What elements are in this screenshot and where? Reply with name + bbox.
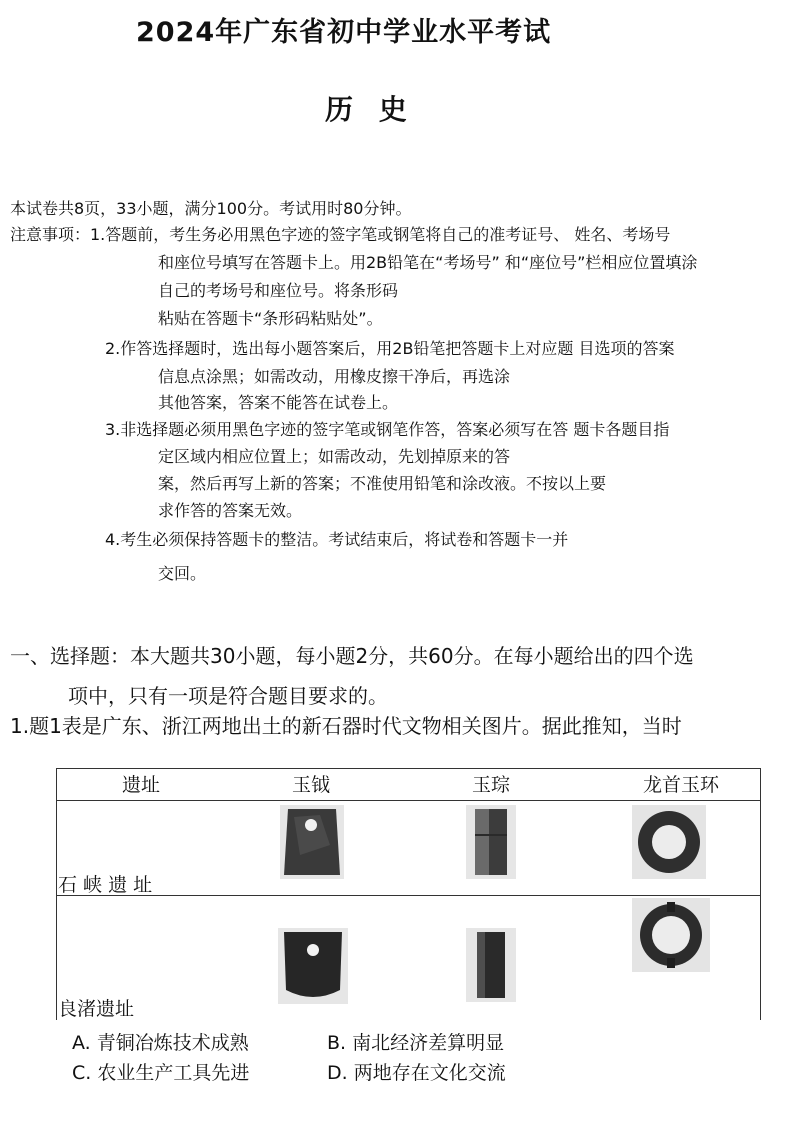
instruction-line: 粘贴在答题卡“条形码粘贴处”。 bbox=[158, 309, 383, 328]
table-divider bbox=[56, 800, 760, 801]
table-border bbox=[760, 768, 761, 1020]
dragon-jade-ring-image bbox=[632, 805, 706, 879]
table-border bbox=[56, 768, 57, 1020]
instruction-line: 案，然后再写上新的答案；不准使用铅笔和涂改液。不按以上要 bbox=[158, 474, 607, 493]
site-liangzhu: 良渚遗址 bbox=[58, 998, 135, 1020]
option-c: C. 农业生产工具先进 bbox=[72, 1062, 250, 1084]
exam-title: 2024年广东省初中学业水平考试 bbox=[136, 17, 552, 48]
instruction-line: 3.非选择题必须用黑色字迹的签字笔或钢笔作答，答案必须写在答 题卡各题目指 bbox=[105, 420, 670, 439]
artifact-table bbox=[56, 768, 760, 1020]
header-site: 遗址 bbox=[121, 774, 160, 796]
section-heading: 一、选择题：本大题共30小题，每小题2分，共60分。在每小题给出的四个选 bbox=[10, 644, 694, 668]
header-cong: 玉琮 bbox=[471, 774, 510, 796]
instruction-line: 4.考生必须保持答题卡的整洁。考试结束后，将试卷和答题卡一并 bbox=[105, 530, 569, 549]
instruction-line: 其他答案，答案不能答在试卷上。 bbox=[158, 393, 399, 412]
jade-cong-image bbox=[466, 928, 516, 1002]
instruction-line: 2.作答选择题时，选出每小题答案后，用2B铅笔把答题卡上对应题 目选项的答案 bbox=[105, 339, 675, 358]
instruction-line: 求作答的答案无效。 bbox=[158, 501, 303, 520]
question-stem: 1.题1表是广东、浙江两地出土的新石器时代文物相关图片。据此推知，当时 bbox=[10, 714, 682, 738]
option-d: D. 两地存在文化交流 bbox=[327, 1062, 506, 1084]
subject-title: 历 史 bbox=[325, 93, 415, 126]
jade-axe-image bbox=[280, 805, 344, 879]
instruction-line: 信息点涂黑；如需改动，用橡皮擦干净后，再选涂 bbox=[158, 367, 511, 386]
option-b: B. 南北经济差算明显 bbox=[327, 1032, 505, 1054]
jade-axe-image bbox=[278, 928, 348, 1004]
header-ring: 龙首玉环 bbox=[642, 774, 719, 796]
instruction-line: 自己的考场号和座位号。将条形码 bbox=[158, 281, 399, 300]
instruction-line: 注意事项：1.答题前，考生务必用黑色字迹的签字笔或钢笔将自己的准考证号、 姓名、考场号 bbox=[10, 225, 671, 244]
jade-cong-image bbox=[466, 805, 516, 879]
option-a: A. 青铜冶炼技术成熟 bbox=[72, 1032, 249, 1054]
dragon-jade-ring-image bbox=[632, 898, 710, 972]
section-heading-cont: 项中，只有一项是符合题目要求的。 bbox=[68, 684, 388, 708]
instruction-line: 和座位号填写在答题卡上。用2B铅笔在“考场号” 和“座位号”栏相应位置填涂 bbox=[158, 253, 698, 272]
exam-intro: 本试卷共8页，33小题，满分100分。考试用时80分钟。 bbox=[10, 199, 412, 218]
instruction-line: 定区域内相应位置上；如需改动，先划掉原来的答 bbox=[158, 447, 511, 466]
instruction-line: 交回。 bbox=[158, 564, 207, 583]
header-yue: 玉钺 bbox=[291, 774, 330, 796]
site-shixia: 石 峡 遗 址 bbox=[58, 874, 153, 896]
table-border bbox=[56, 768, 760, 769]
table-divider bbox=[56, 895, 760, 896]
